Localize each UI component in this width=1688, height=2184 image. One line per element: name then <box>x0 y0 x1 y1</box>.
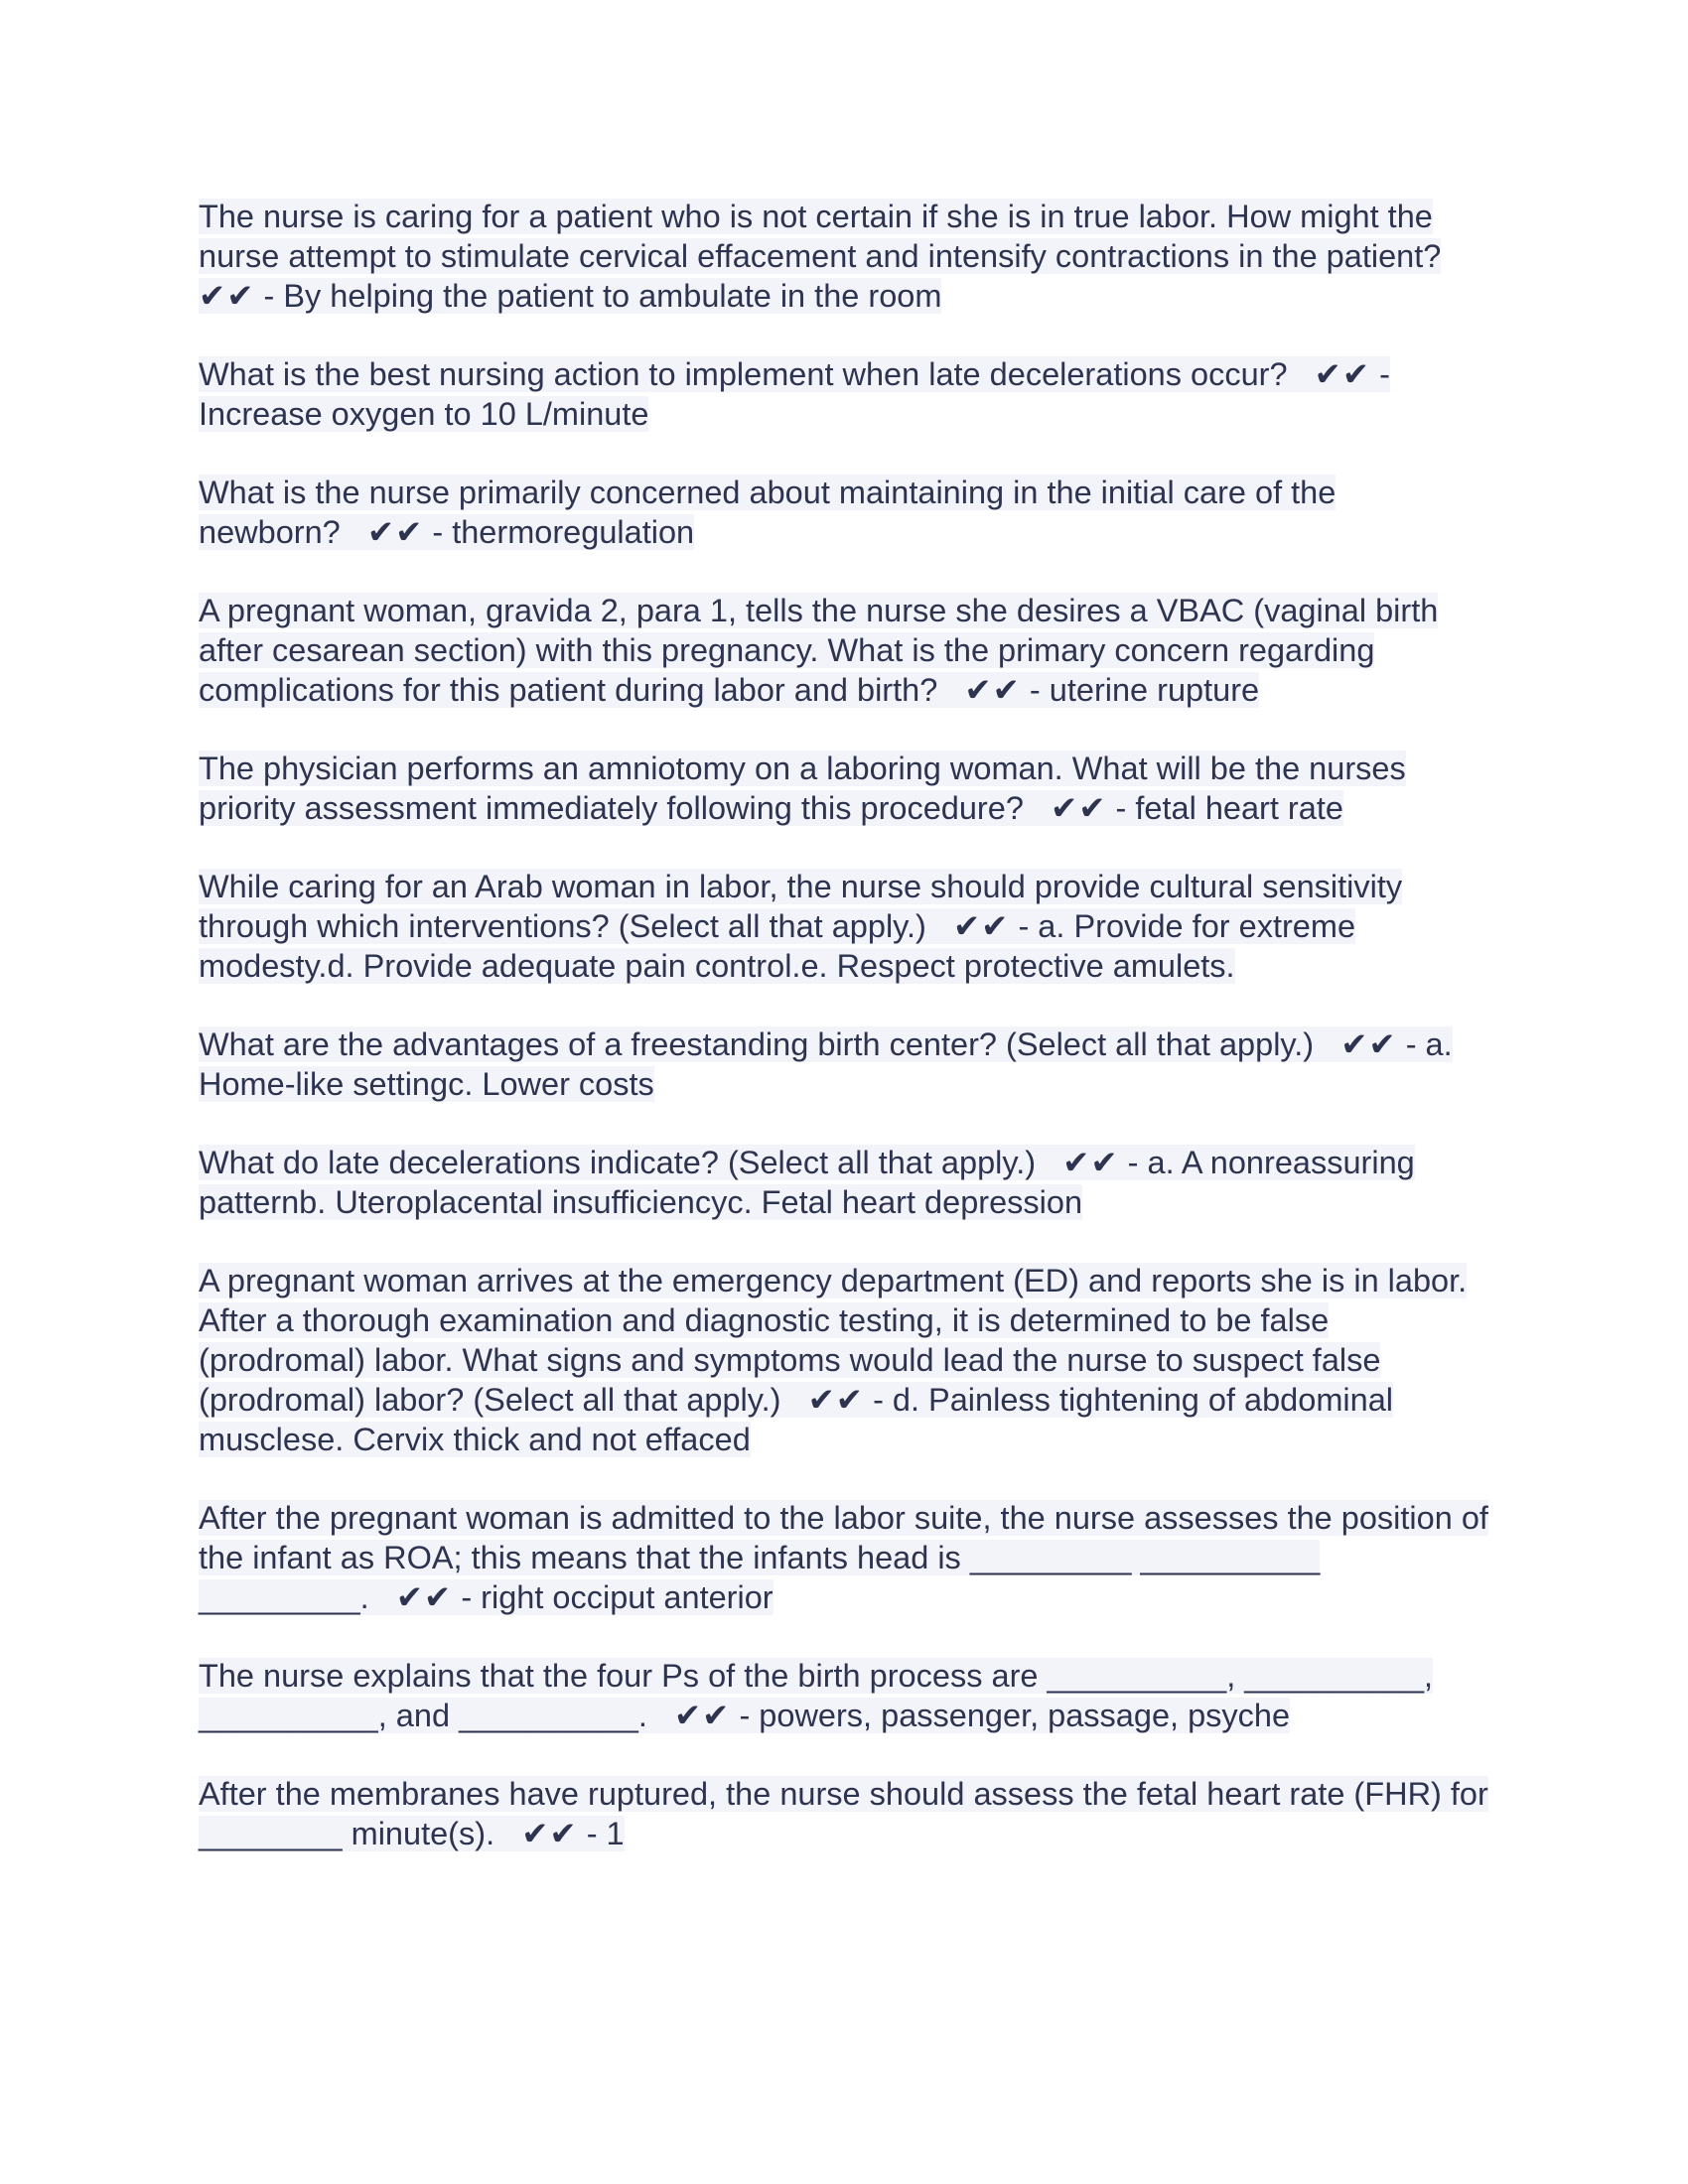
qa-item-5 <box>199 749 1489 828</box>
checkmark-icon: ✔✔ <box>1314 356 1371 392</box>
checkmark-icon: ✔✔ <box>1340 1026 1397 1062</box>
question-text: The nurse is caring for a patient who is not certain if she is in true labor. How might the nurse attempt to stimulate cervical effacement and intensify contractions in the patient? <box>199 199 1442 274</box>
qa-item-9 <box>199 1261 1489 1459</box>
checkmark-icon: ✔✔ <box>807 1382 865 1418</box>
answer-text: - right occiput anterior <box>461 1579 774 1615</box>
answer-text: - thermoregulation <box>432 514 695 550</box>
checkmark-icon: ✔✔ <box>199 278 255 314</box>
qa-item-6 <box>199 867 1489 986</box>
answer-text: - a. Provide for extreme modesty.d. Provide adequate pain control.e. Respect protective amulets. <box>199 908 1356 984</box>
answer-text: - fetal heart rate <box>1115 790 1343 826</box>
question-text: After the membranes have ruptured, the nurse should assess the fetal heart rate (FHR) for ________ minute(s). <box>199 1776 1488 1851</box>
qa-item-1 <box>199 197 1489 316</box>
qa-item-4 <box>199 591 1489 710</box>
question-text: What do late decelerations indicate? (Select all that apply.) <box>199 1145 1037 1180</box>
qa-item-7 <box>199 1024 1489 1104</box>
answer-text: - d. Painless tightening of abdominal musclese. Cervix thick and not effaced <box>199 1382 1393 1457</box>
qa-item-8 <box>199 1143 1489 1222</box>
qa-item-12 <box>199 1774 1489 1853</box>
question-text: A pregnant woman, gravida 2, para 1, tells the nurse she desires a VBAC (vaginal birth after cesarean section) with this pregnancy. What is the primary concern regarding complications for this patient during labor and birth? <box>199 593 1439 708</box>
question-text: What is the best nursing action to implement when late decelerations occur? <box>199 356 1288 392</box>
answer-text: - a. A nonreassuring patternb. Uteroplacental insufficiencyc. Fetal heart depression <box>199 1145 1415 1220</box>
answer-text: - powers, passenger, passage, psyche <box>739 1698 1291 1733</box>
checkmark-icon: ✔✔ <box>366 514 424 550</box>
qa-item-3 <box>199 473 1489 552</box>
checkmark-icon: ✔✔ <box>952 908 1010 944</box>
answer-text: - Increase oxygen to 10 L/minute <box>199 356 1390 432</box>
answer-text: - By helping the patient to ambulate in the room <box>263 278 942 314</box>
qa-item-11 <box>199 1656 1489 1735</box>
question-text: While caring for an Arab woman in labor, the nurse should provide cultural sensitivity through which interventions? (Select all that apply.) <box>199 869 1403 944</box>
checkmark-icon: ✔✔ <box>521 1816 578 1851</box>
question-text: What is the nurse primarily concerned about maintaining in the initial care of the newborn? <box>199 475 1336 550</box>
checkmark-icon: ✔✔ <box>1051 790 1107 826</box>
qa-list <box>199 197 1489 1892</box>
checkmark-icon: ✔✔ <box>673 1698 731 1733</box>
checkmark-icon: ✔✔ <box>1062 1145 1119 1180</box>
question-text: What are the advantages of a freestanding birth center? (Select all that apply.) <box>199 1026 1315 1062</box>
question-text: A pregnant woman arrives at the emergency department (ED) and reports she is in labor. After a thorough examination and diagnostic testing, it is determined to be false (prodromal) labor. What signs and symptoms would lead the nurse to suspect false (prodromal) labor? (Select all that apply.) <box>199 1263 1468 1418</box>
question-text: After the pregnant woman is admitted to the labor suite, the nurse assesses the position of the infant as ROA; this means that the infants head is _________ __________ _________. <box>199 1500 1488 1615</box>
question-text: The physician performs an amniotomy on a laboring woman. What will be the nurses priority assessment immediately following this procedure? <box>199 751 1406 826</box>
qa-item-10 <box>199 1498 1489 1617</box>
question-text: The nurse explains that the four Ps of the birth process are __________, __________, __________, and __________. <box>199 1658 1434 1733</box>
answer-text: - 1 <box>586 1816 625 1851</box>
checkmark-icon: ✔✔ <box>964 672 1021 708</box>
qa-item-2 <box>199 354 1489 434</box>
answer-text: - a. Home-like settingc. Lower costs <box>199 1026 1453 1102</box>
checkmark-icon: ✔✔ <box>395 1579 453 1615</box>
answer-text: - uterine rupture <box>1029 672 1260 708</box>
